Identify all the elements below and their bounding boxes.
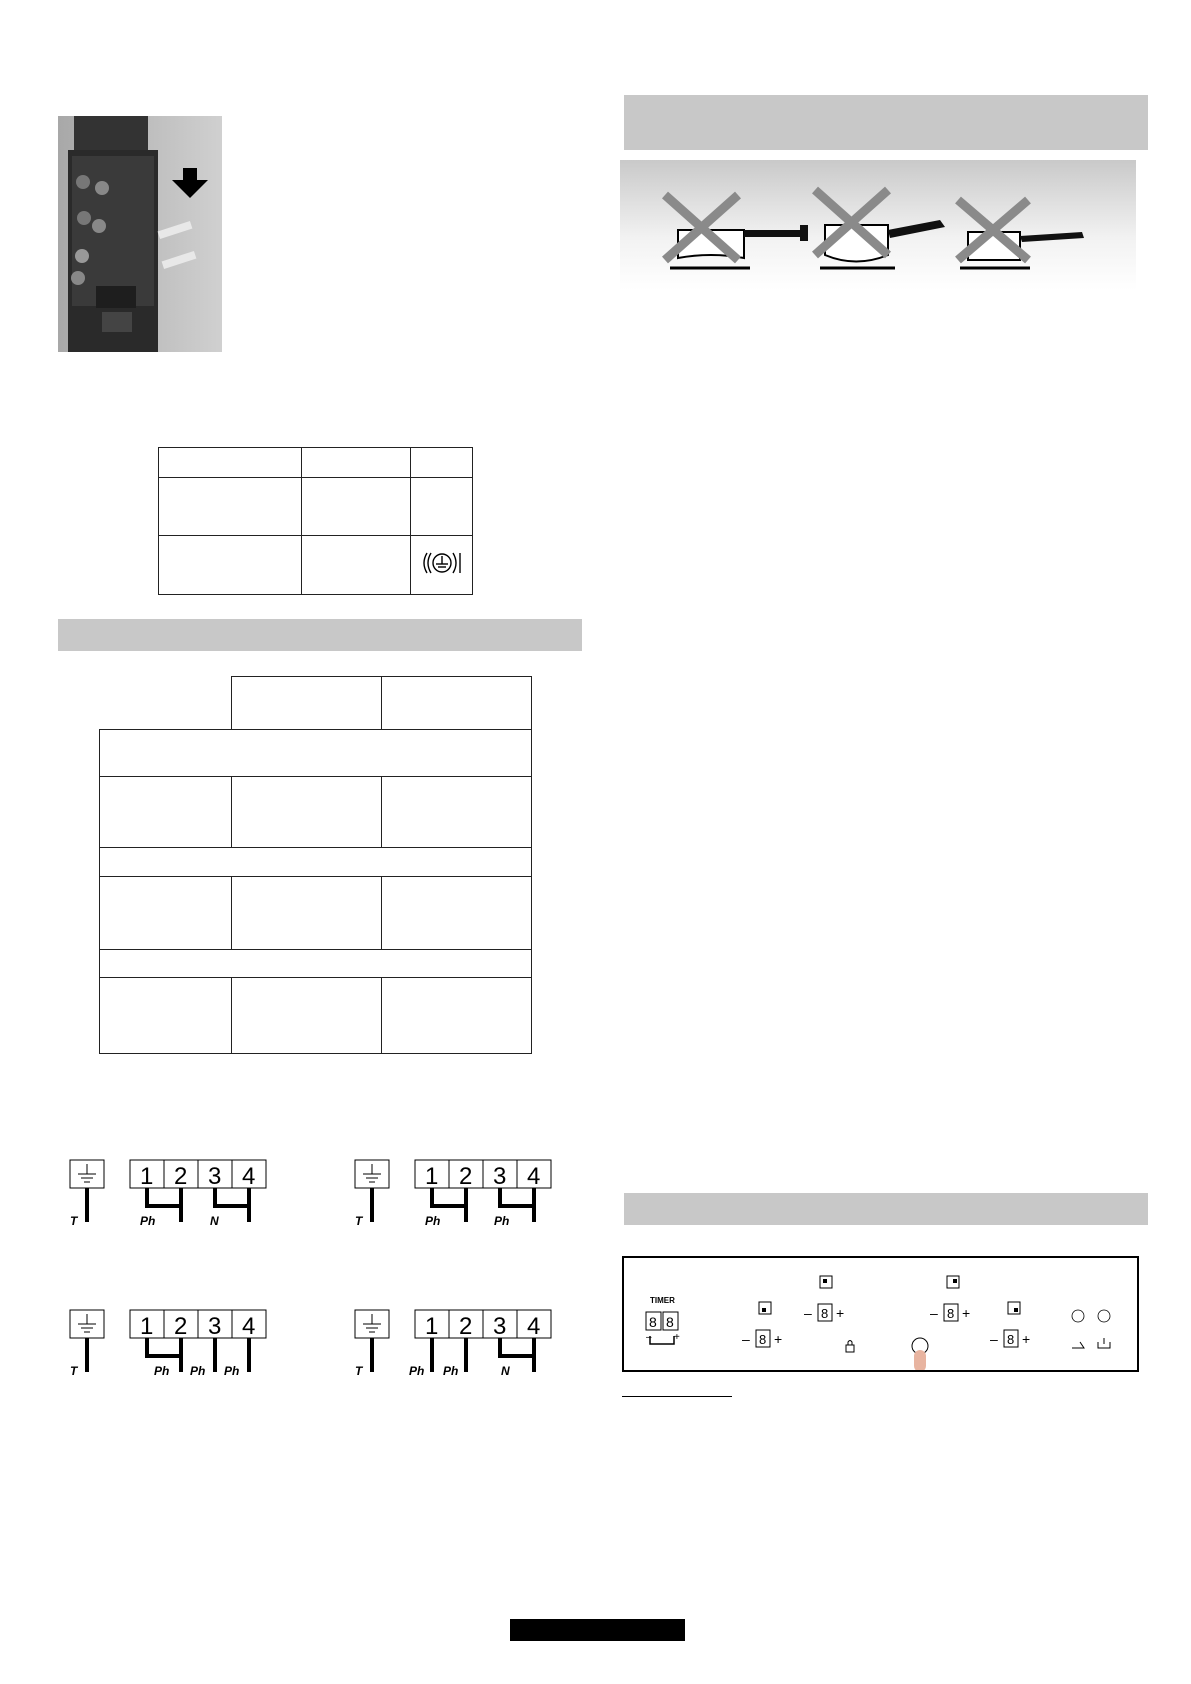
zone-rr-plus: + — [962, 1305, 971, 1321]
happy-face-icon — [1072, 1310, 1084, 1322]
terminal-3: 3 — [208, 1163, 222, 1190]
terminal-3: 3 — [208, 1313, 222, 1340]
zone-fr-plus: + — [1022, 1331, 1031, 1347]
finger-icon — [914, 1350, 926, 1370]
wiring-diagram-1 — [68, 1158, 278, 1228]
zone-rl-digit: 8 — [821, 1306, 829, 1321]
label-ph: Ph — [425, 1214, 441, 1228]
label-ph: Ph — [190, 1364, 206, 1378]
section-heading-band-left — [58, 619, 582, 651]
earth-ground-icon — [363, 1164, 381, 1182]
label-ph: Ph — [224, 1364, 240, 1378]
zone-rl-minus: – — [804, 1305, 812, 1321]
label-ph: Ph — [443, 1364, 459, 1378]
terminal-4: 4 — [242, 1163, 256, 1190]
terminal-box-photo — [58, 116, 222, 352]
zone-fl-digit: 8 — [759, 1332, 767, 1347]
zone-rr-minus: – — [930, 1305, 938, 1321]
terminal-2: 2 — [174, 1163, 188, 1190]
label-ph: Ph — [140, 1214, 156, 1228]
terminal-2: 2 — [174, 1313, 188, 1340]
terminal-1: 1 — [140, 1163, 154, 1190]
timer-plus: + — [674, 1332, 680, 1343]
earth-ground-icon — [78, 1314, 96, 1332]
keep-warm-icon — [1098, 1338, 1110, 1348]
terminal-1: 1 — [425, 1313, 439, 1340]
cable-section-table — [99, 676, 532, 1054]
label-t: T — [70, 1214, 78, 1228]
zone-fr-minus: – — [990, 1331, 998, 1347]
zone-fl-minus: – — [742, 1331, 750, 1347]
melt-icon — [1072, 1342, 1084, 1348]
section-heading-band-right-top — [624, 95, 1148, 150]
wiring-diagram-3 — [68, 1308, 278, 1378]
section-heading-band-right-bottom — [624, 1193, 1148, 1225]
timer-digit-1: 8 — [649, 1314, 657, 1330]
down-arrow-icon — [172, 168, 208, 198]
sad-face-icon — [1098, 1310, 1110, 1322]
page-footer-bar — [510, 1619, 685, 1641]
terminal-4: 4 — [242, 1313, 256, 1340]
zone-rl-plus: + — [836, 1305, 845, 1321]
earth-ground-icon — [363, 1314, 381, 1332]
label-t: T — [355, 1214, 363, 1228]
control-panel-diagram — [622, 1256, 1139, 1372]
footnote-rule — [622, 1396, 732, 1397]
earth-ground-icon — [78, 1164, 96, 1182]
wiring-diagram-2 — [353, 1158, 563, 1228]
connection-table-small — [158, 447, 473, 595]
label-ph: Ph — [409, 1364, 425, 1378]
zone-rr-digit: 8 — [947, 1306, 955, 1321]
terminal-2: 2 — [459, 1163, 473, 1190]
terminal-3: 3 — [493, 1163, 507, 1190]
label-n: N — [210, 1214, 219, 1228]
lock-icon — [846, 1341, 854, 1353]
terminal-2: 2 — [459, 1313, 473, 1340]
label-ph: Ph — [494, 1214, 510, 1228]
terminal-1: 1 — [140, 1313, 154, 1340]
cookware-warning-illustration — [620, 160, 1136, 290]
earth-double-insulation-icon — [419, 550, 465, 576]
zone-fr-digit: 8 — [1007, 1332, 1015, 1347]
label-n: N — [501, 1364, 510, 1378]
label-ph: Ph — [154, 1364, 170, 1378]
label-t: T — [70, 1364, 78, 1378]
terminal-4: 4 — [527, 1163, 541, 1190]
timer-digit-2: 8 — [666, 1314, 674, 1330]
label-t: T — [355, 1364, 363, 1378]
terminal-3: 3 — [493, 1313, 507, 1340]
timer-minus: – — [646, 1332, 652, 1343]
terminal-4: 4 — [527, 1313, 541, 1340]
timer-label: TIMER — [650, 1296, 675, 1305]
zone-fl-plus: + — [774, 1331, 783, 1347]
terminal-1: 1 — [425, 1163, 439, 1190]
wiring-diagram-4 — [353, 1308, 563, 1378]
